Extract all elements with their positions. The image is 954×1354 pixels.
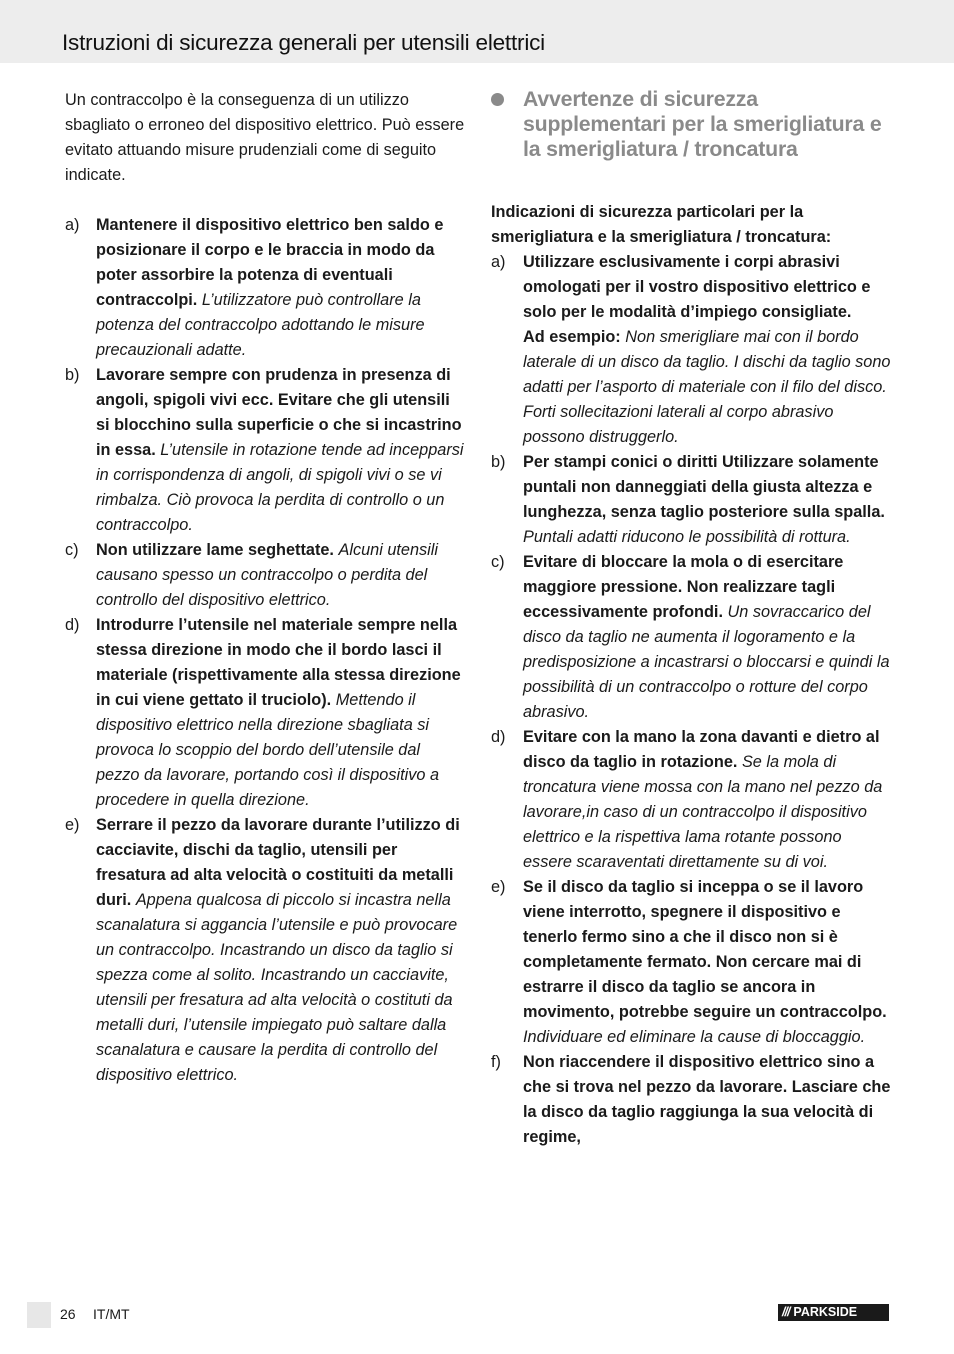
item-italic-text: Se la mola di troncatura viene mossa con la mano nel pezzo da lavorare,in caso di un contraccolpo il dispositivo elettrico e la rispettiva lama rotante possono essere scaraventati direttamente su di voi.	[523, 753, 883, 871]
list-item	[491, 875, 891, 1050]
item-bold-text: Utilizzare esclusivamente i corpi abrasivi omologati per il vostro dispositivo elettrico e solo per le modalità d’impiego consigliate.	[523, 253, 871, 321]
section-title: Avvertenze di sicurezza supplementari per la smerigliatura e la smerigliatura / troncatura	[523, 87, 882, 161]
brand-name: PARKSIDE	[793, 1305, 858, 1319]
list-item	[65, 538, 465, 613]
section-heading	[491, 87, 891, 162]
item-label: c)	[65, 541, 79, 559]
item-italic-text: Non smerigliare mai con il bordo laterale di un disco da taglio. I dischi da taglio sono adatti per l’asporto di materiale con il filo del disco. Forti sollecitazioni laterali al corpo abrasivo possono distruggerlo.	[523, 328, 891, 446]
page-title: Istruzioni di sicurezza generali per utensili elettrici	[62, 30, 545, 55]
item-italic-text: Alcuni utensili causano spesso un contraccolpo o perdita del controllo del dispositivo elettrico.	[96, 541, 439, 609]
item-label: a)	[491, 253, 506, 271]
item-label: f)	[491, 1053, 501, 1071]
item-label: b)	[491, 453, 506, 471]
brand-slashes: ///	[782, 1305, 790, 1319]
item-italic-text: Individuare ed eliminare la cause di bloccaggio.	[523, 1028, 866, 1046]
item-bold-text: Evitare di bloccare la mola o di esercitare maggiore pressione. Non realizzare tagli eccessivamente profondi.	[523, 553, 844, 621]
subheading: Indicazioni di sicurezza particolari per la smerigliatura e la smerigliatura / troncatura:	[491, 203, 832, 246]
item-bold-text: Lavorare sempre con prudenza in presenza di angoli, spigoli vivi ecc. Evitare che gli utensili si blocchino sulla superficie o che si incastrino in essa.	[96, 366, 462, 459]
item-italic-text: Mettendo il dispositivo elettrico nella direzione sbagliata si provoca lo scoppio del bordo dell’utensile dal pezzo da lavorare, portando così il dispositivo a procedere in quella direzione.	[96, 691, 440, 809]
intro-paragraph: Un contraccolpo è la conseguenza di un utilizzo sbagliato o erroneo del dispositivo elettrico. Può essere evitato attuando misure prudenziali come di seguito indicate.	[65, 91, 465, 184]
item-label: e)	[65, 816, 80, 834]
right-item-list	[491, 250, 891, 1150]
list-item	[65, 213, 465, 363]
item-bold-text: Serrare il pezzo da lavorare durante l’utilizzo di cacciavite, dischi da taglio, utensili per fresatura ad alta velocità o costituiti da metalli duri.	[96, 816, 460, 909]
item-bold-text: Per stampi conici o diritti Utilizzare solamente puntali non danneggiati della giusta altezza e lunghezza, senza taglio posteriore sulla spalla.	[523, 453, 885, 521]
list-item	[491, 450, 891, 550]
parkside-logo	[778, 1304, 889, 1321]
list-item	[491, 1050, 891, 1150]
item-italic-text: Appena qualcosa di piccolo si incastra nella scanalatura si aggancia l’utensile e può provocare un contraccolpo. Incastrando un disco da taglio si spezza come al solito. Incastrando un cacciavite, utensili per fresatura ad alta velocità o costituti da metalli duri, l’utensile impiegato può saltare dalla scanalatura e causare la perdita di controllo del dispositivo elettrico.	[96, 891, 458, 1084]
item-label: d)	[491, 728, 506, 746]
item-italic-text: L’utilizzatore può controllare la potenza del contraccolpo adottando le misure precauzionali adatte.	[96, 291, 425, 359]
page-number: 26	[60, 1306, 76, 1322]
item-bold-text: Mantenere il dispositivo elettrico ben saldo e posizionare il corpo e le braccia in modo da poter assorbire la potenza di eventuali contraccolpi.	[96, 216, 444, 309]
item-bold-text: Non riaccendere il dispositivo elettrico sino a che si trova nel pezzo da lavorare. Lasciare che la disco da taglio raggiunga la sua velocità di regime,	[523, 1053, 891, 1146]
item-bold-text: Non utilizzare lame seghettate.	[96, 541, 334, 559]
item-bold-text: Se il disco da taglio si inceppa o se il lavoro viene interrotto, spegnere il dispositivo e tenerlo fermo sino a che il disco non si è completamente fermato. Non cercare mai di estrarre il disco da taglio se ancora in movimento, potrebbe seguire un contraccolpo.	[523, 878, 887, 1021]
language-code: IT/MT	[93, 1306, 130, 1322]
list-item	[491, 550, 891, 725]
list-item	[491, 250, 891, 450]
right-column	[491, 87, 891, 1150]
list-item	[65, 813, 465, 1088]
footer-marker	[27, 1302, 51, 1328]
item-italic-text: Un sovraccarico del disco da taglio ne aumenta il logoramento e la predisposizione a incastrarsi o bloccarsi e quindi la possibilità di un contraccolpo o rotture del corpo abrasivo.	[523, 603, 890, 721]
item-italic-text: Puntali adatti riducono le possibilità di rottura.	[523, 528, 851, 546]
left-column	[65, 88, 465, 1088]
item-bold-text: Introdurre l’utensile nel materiale sempre nella stessa direzione in modo che il bordo lasci il materiale (rispettivamente alla stessa direzione in cui viene gettato il truciolo).	[96, 616, 461, 709]
list-item	[491, 725, 891, 875]
item-label: a)	[65, 216, 80, 234]
bullet-dot-icon	[491, 93, 504, 106]
left-item-list	[65, 213, 465, 1088]
item-label: d)	[65, 616, 80, 634]
item-label: c)	[491, 553, 505, 571]
page-header	[0, 0, 954, 63]
item-bold-text: Evitare con la mano la zona davanti e dietro al disco da taglio in rotazione.	[523, 728, 880, 771]
item-label: b)	[65, 366, 80, 384]
list-item	[65, 613, 465, 813]
item-label: e)	[491, 878, 506, 896]
list-item	[65, 363, 465, 538]
example-label: Ad esempio:	[523, 328, 621, 346]
item-italic-text: L’utensile in rotazione tende ad incepparsi in corrispondenza di angoli, di spigoli vivi o se vi rimbalza. Ciò provoca la perdita di controllo o un contraccolpo.	[96, 441, 464, 534]
